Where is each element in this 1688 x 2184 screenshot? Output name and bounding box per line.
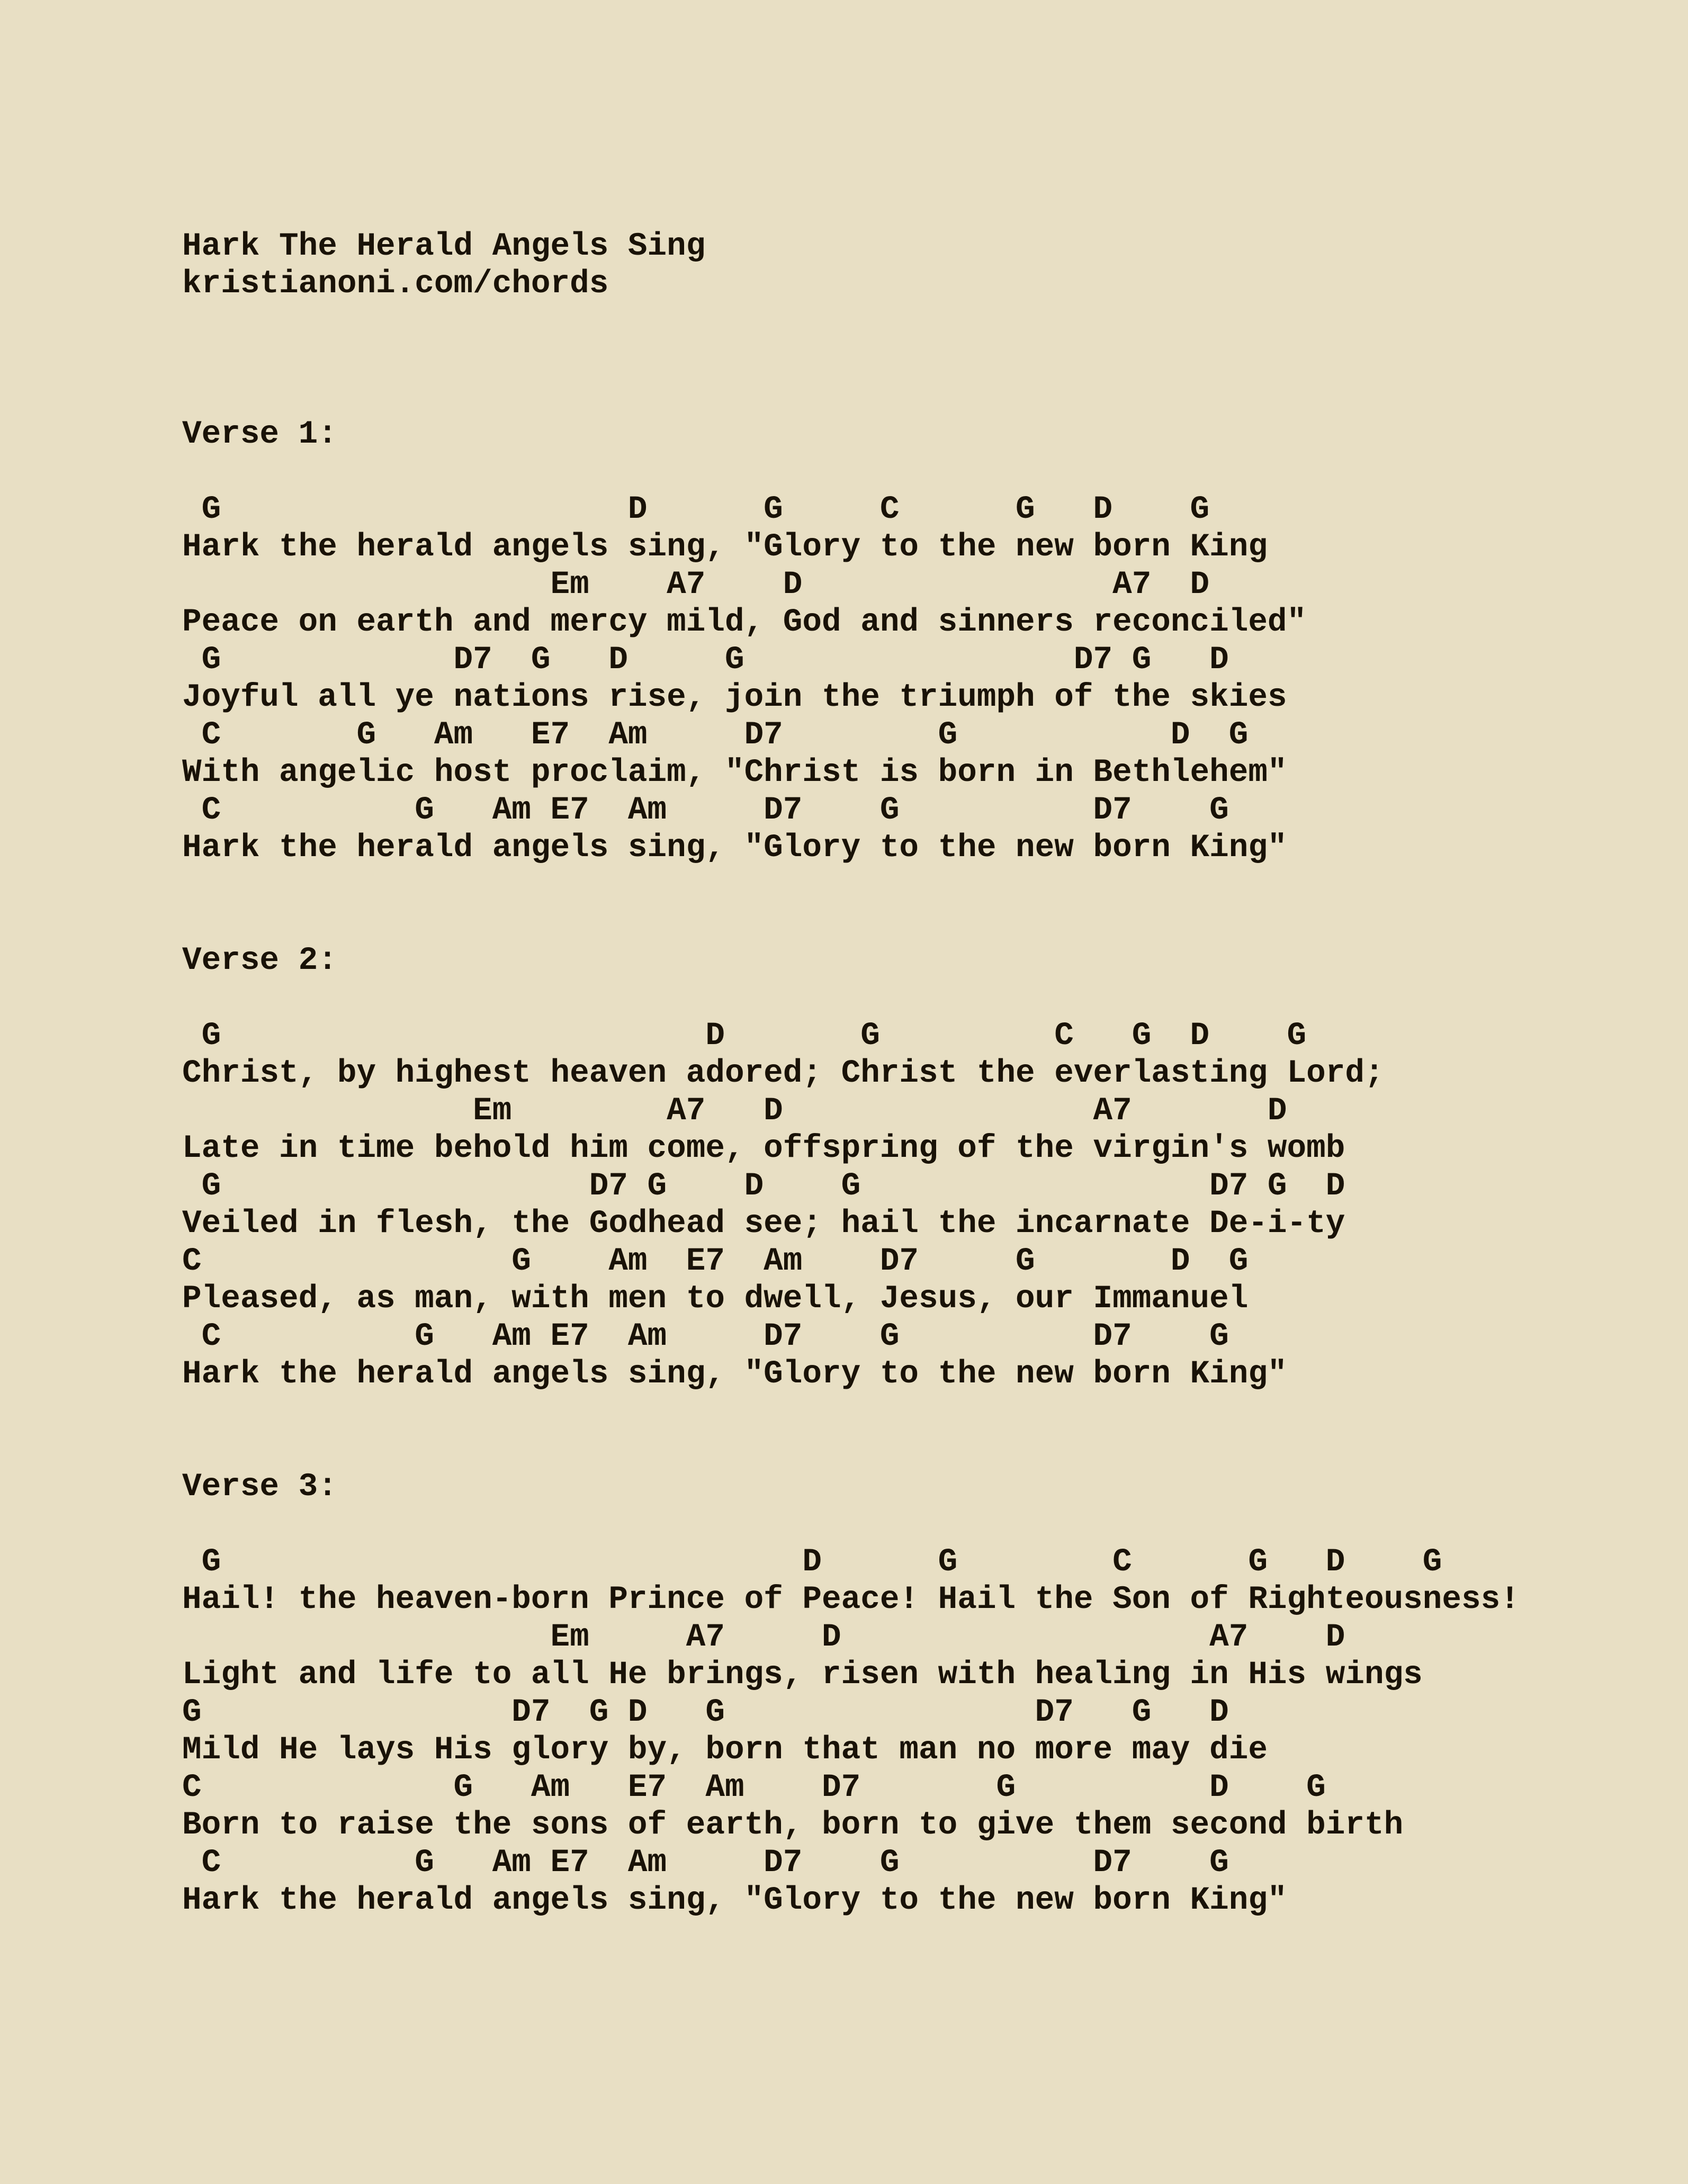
lyric-line: Hark the herald angels sing, "Glory to the new born King" — [182, 1356, 1287, 1392]
lyric-line: Hail! the heaven-born Prince of Peace! Hail the Son of Righteousness! — [182, 1581, 1520, 1618]
lyric-line: Veiled in flesh, the Godhead see; hail the incarnate De-i-ty — [182, 1206, 1345, 1242]
chord-line: Em A7 D A7 D — [182, 567, 1210, 603]
verse-3-lines — [182, 1543, 1688, 1919]
lyric-line: Hark the herald angels sing, "Glory to the new born King" — [182, 830, 1287, 866]
lyric-line: Late in time behold him come, offspring of the virgin's womb — [182, 1130, 1345, 1167]
lyric-line: Christ, by highest heaven adored; Christ the everlasting Lord; — [182, 1055, 1384, 1092]
lyric-line: Hark the herald angels sing, "Glory to the new born King" — [182, 1882, 1287, 1919]
lyric-line: With angelic host proclaim, "Christ is born in Bethlehem" — [182, 754, 1287, 791]
lyric-line: Mild He lays His glory by, born that man no more may die — [182, 1732, 1268, 1768]
verse-2-heading: Verse 2: — [182, 942, 337, 979]
sheet-header — [182, 228, 1688, 303]
page-title: Hark The Herald Angels Sing — [182, 228, 706, 265]
chord-line: C G Am E7 Am D7 G D7 G — [182, 792, 1229, 829]
chord-line: G D G C G D G — [182, 1018, 1307, 1054]
chord-line: G D7 G D G D7 G D — [182, 1168, 1345, 1205]
lyric-line: Born to raise the sons of earth, born to give them second birth — [182, 1807, 1404, 1844]
chord-line: C G Am E7 Am D7 G D G — [182, 1769, 1326, 1806]
chord-line: C G Am E7 Am D7 G D7 G — [182, 1318, 1229, 1355]
chord-line: Em A7 D A7 D — [182, 1619, 1345, 1656]
verse-2 — [182, 942, 1688, 1393]
chord-line: Em A7 D A7 D — [182, 1093, 1287, 1129]
verse-1-heading: Verse 1: — [182, 416, 337, 453]
chord-line: G D G C G D G — [182, 1544, 1442, 1580]
chord-line: C G Am E7 Am D7 G D7 G — [182, 1845, 1229, 1881]
chord-line: G D7 G D G D7 G D — [182, 642, 1229, 678]
lyric-line: Pleased, as man, with men to dwell, Jesus, our Immanuel — [182, 1281, 1249, 1317]
lyric-line: Peace on earth and mercy mild, God and sinners reconciled" — [182, 604, 1307, 641]
verse-3 — [182, 1468, 1688, 1919]
verse-3-heading: Verse 3: — [182, 1469, 337, 1505]
verse-1 — [182, 416, 1688, 867]
chord-line: G D G C G D G — [182, 491, 1210, 528]
chord-line: C G Am E7 Am D7 G D G — [182, 717, 1249, 753]
verse-2-lines — [182, 1017, 1688, 1393]
lyric-line: Hark the herald angels sing, "Glory to the new born King — [182, 529, 1268, 565]
chord-line: G D7 G D G D7 G D — [182, 1694, 1229, 1731]
verse-1-lines — [182, 491, 1688, 867]
lyric-line: Light and life to all He brings, risen with healing in His wings — [182, 1657, 1423, 1693]
chord-line: C G Am E7 Am D7 G D G — [182, 1243, 1249, 1280]
page-url: kristianoni.com/chords — [182, 266, 609, 302]
lyric-line: Joyful all ye nations rise, join the triumph of the skies — [182, 679, 1287, 716]
